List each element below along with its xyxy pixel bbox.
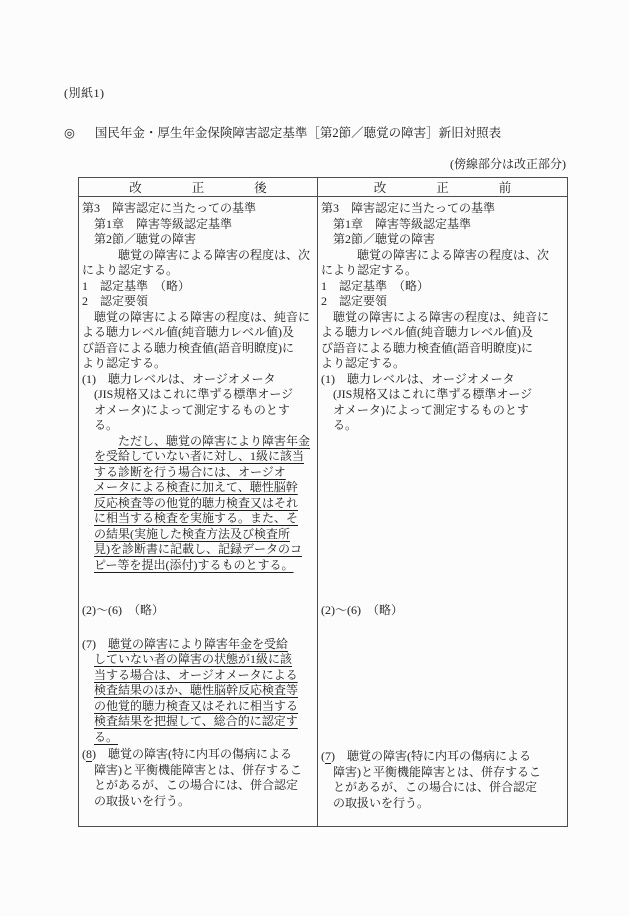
- text-line: [82, 558, 315, 574]
- text-line: により認定する。: [82, 263, 179, 277]
- text-line: 聴覚の障害による障害の程度は、次: [321, 247, 550, 262]
- underlined-revision-text: 7: [325, 749, 331, 763]
- text-line: (7) 聴覚の障害により障害年金を受給: [82, 636, 289, 651]
- text-line: [82, 511, 315, 527]
- text-line: [82, 527, 315, 543]
- text-line: とがあるが、この場合には、併合認定: [321, 780, 538, 794]
- text-line: 第3 障害認定に当たっての基準: [321, 201, 496, 215]
- underlined-revision-text: 当する場合は、オージオメータによる: [94, 667, 298, 682]
- text-line: 第1章 障害等級認定基準: [82, 216, 233, 231]
- underlined-revision-text: 検査結果を把握して、総合的に認定す: [94, 714, 298, 728]
- text-line: [82, 542, 315, 558]
- column-header-revised-before: 改正前: [318, 178, 568, 197]
- text-line: よる聴力レベル値(純音聴力レベル値)及: [82, 325, 294, 339]
- underlined-revision-text: 聴覚の障害により障害年金を受給: [108, 636, 289, 651]
- table-body-row: [79, 197, 568, 827]
- text-line: 第3 障害認定に当たっての基準: [82, 201, 257, 215]
- text-line: (1) 聴力レベルは、オージオメータ: [321, 371, 515, 386]
- column-header-revised-after: 改正後: [79, 178, 318, 197]
- column-revised-after: [79, 197, 318, 827]
- table-header-row: [79, 178, 568, 197]
- title-mark: ◎: [64, 126, 75, 140]
- text-line: (2)～(6) （略）: [321, 602, 403, 617]
- underlined-revision-text: ただし、聴覚の障害により障害年金: [118, 433, 311, 448]
- column-revised-before: [318, 197, 568, 827]
- block-main: [82, 201, 315, 573]
- text-line: 2 認定要領: [321, 294, 388, 308]
- text-line: [82, 730, 315, 746]
- text-line: び語音による聴力検査値(語音明瞭度)に: [321, 340, 533, 355]
- text-line: 1 認定基準 （略）: [321, 278, 430, 293]
- underlined-revision-text: を受給していない者に対し、1級に該当: [94, 449, 305, 463]
- underlined-revision-text: 反応検査等の他覚的聴力検査又はそれ: [94, 495, 299, 510]
- text-line: る。: [321, 418, 358, 432]
- underlined-revision-text: 8: [86, 747, 92, 761]
- text-line: [82, 652, 315, 668]
- attachment-label: (別紙1): [64, 86, 105, 100]
- text-line: る。: [82, 418, 119, 432]
- text-line: [82, 699, 315, 715]
- text-line: より認定する。: [321, 356, 406, 370]
- text-line: び語音による聴力検査値(語音明瞭度)に: [82, 340, 294, 355]
- comparison-table: [78, 177, 568, 827]
- text-line: オメータ)によって測定するものとす: [321, 402, 529, 417]
- text-line: (1) 聴力レベルは、オージオメータ: [82, 371, 276, 386]
- block-item7: [82, 637, 315, 746]
- text-line: (8) 聴覚の障害(特に内耳の傷病による: [82, 747, 292, 761]
- block-omitted: [82, 603, 315, 619]
- text-line: [82, 434, 315, 450]
- text-line: [82, 496, 315, 512]
- underlined-revision-text: メータによる検査に加えて、聴性脳幹: [94, 480, 298, 494]
- block-omitted: [321, 603, 565, 619]
- text-line: 聴覚の障害による障害の程度は、次: [82, 247, 311, 262]
- text-line: 2 認定要領: [82, 294, 149, 308]
- text-line: (JIS規格又はこれに準ずる標準オージ: [82, 387, 294, 401]
- text-line: よる聴力レベル値(純音聴力レベル値)及: [321, 325, 533, 339]
- text-line: [82, 668, 315, 684]
- text-line: オメータ)によって測定するものとす: [82, 402, 290, 417]
- text-line: (JIS規格又はこれに準ずる標準オージ: [321, 387, 533, 401]
- underlined-revision-text: する診断を行う場合には、オージオ: [94, 464, 286, 479]
- text-line: (2)～(6) （略）: [82, 603, 164, 617]
- text-line: 1 認定基準 （略）: [82, 278, 191, 293]
- page-title: 国民年金・厚生年金保険障害認定基準［第2節／聴覚の障害］新旧対照表: [94, 126, 502, 140]
- block-item7: [321, 749, 565, 811]
- underlined-revision-text: 見)を診断書に記載し、記録データのコ: [94, 542, 303, 556]
- block-main: [321, 201, 565, 434]
- text-line: 障害)と平衡機能障害とは、併存するこ: [321, 764, 541, 779]
- underlined-revision-text: の他覚的聴力検査又はそれに相当する: [94, 698, 299, 713]
- revision-note: (傍線部分は改正部分): [450, 157, 566, 171]
- text-line: の取扱いを行う。: [82, 793, 191, 808]
- text-line: 第2節／聴覚の障害: [321, 232, 436, 246]
- text-line: の取扱いを行う。: [321, 795, 430, 810]
- text-line: [82, 465, 315, 481]
- underlined-revision-text: 検査結果のほか、聴性脳幹反応検査等: [94, 683, 299, 697]
- underlined-revision-text: る。: [94, 729, 119, 744]
- underlined-revision-text: ピー等を提出(添付)するものとする。: [94, 557, 294, 572]
- text-line: により認定する。: [321, 263, 418, 277]
- text-line: [82, 714, 315, 730]
- document-title-row: [64, 123, 501, 141]
- block-item8: [82, 747, 315, 809]
- text-line: とがあるが、この場合には、併合認定: [82, 778, 299, 792]
- text-line: 第2節／聴覚の障害: [82, 232, 197, 246]
- text-line: 障害)と平衡機能障害とは、併存するこ: [82, 762, 302, 777]
- text-line: [82, 480, 315, 496]
- underlined-revision-text: の結果(実施した検査方法及び検査所: [94, 526, 291, 541]
- underlined-revision-text: に相当する検査を実施する。また、そ: [94, 511, 299, 525]
- text-line: [82, 449, 315, 465]
- text-line: より認定する。: [82, 356, 167, 370]
- text-line: (7) 聴覚の障害(特に内耳の傷病による: [321, 749, 531, 763]
- text-line: 聴覚の障害による障害の程度は、純音に: [82, 309, 311, 324]
- underlined-revision-text: していない者の障害の状態が1級に該: [94, 652, 293, 666]
- text-line: [82, 683, 315, 699]
- text-line: 聴覚の障害による障害の程度は、純音に: [321, 309, 550, 324]
- text-line: 第1章 障害等級認定基準: [321, 216, 472, 231]
